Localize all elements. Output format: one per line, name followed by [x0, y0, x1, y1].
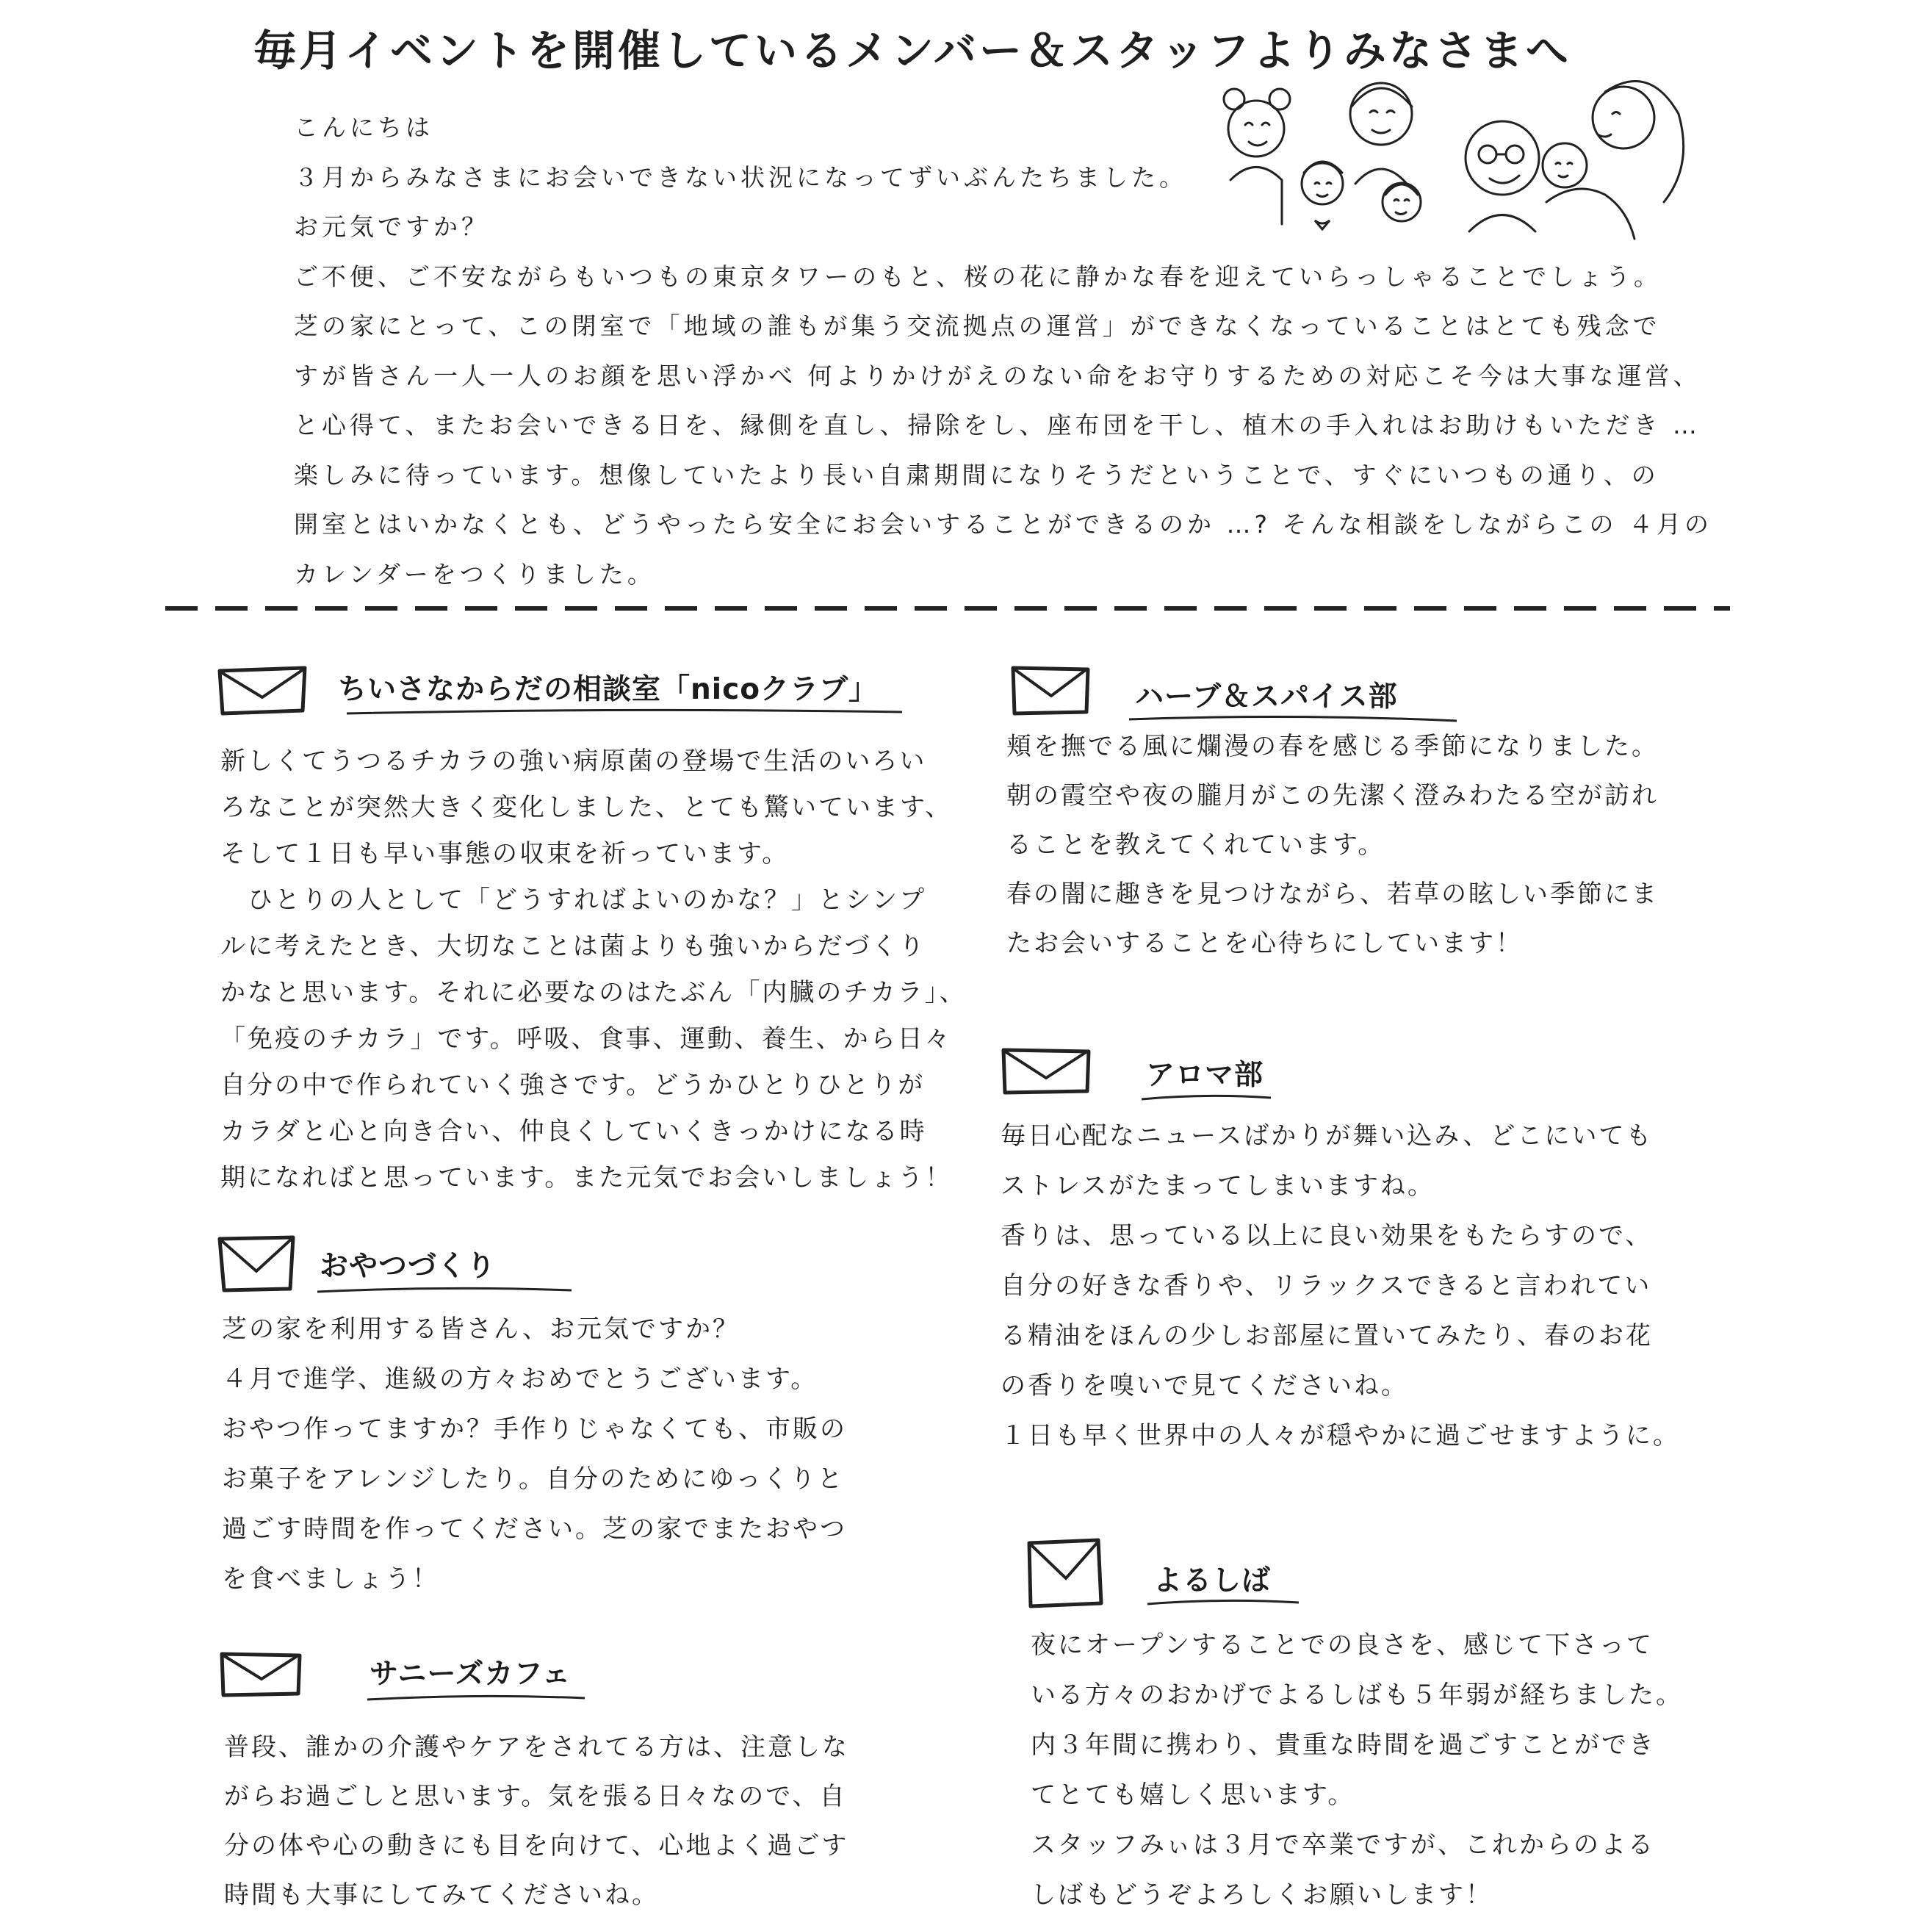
section-body: 夜にオープンすることでの良さを、感じて下さって いる方々のおかげでよるしばも５年弱が経ちました。 内３年間に携わり、貴重な時間を過ごすことができ てとても嬉しく思います。 スタッフみぃは３月で卒業ですが、これからのよる しばもどうぞよろしくお願いします！	[1031, 1630, 1683, 1910]
section-title: おやつづくり	[320, 1250, 497, 1283]
title-underline	[316, 1286, 573, 1295]
intro-line: カレンダーをつくりました。	[294, 559, 655, 589]
envelope-icon	[1025, 1536, 1106, 1609]
intro-line: ご不便、ご不安ながらもいつもの東京タワーのもと、桜の花に静かな春を迎えていらっしゃることでしょう。	[294, 262, 1662, 291]
intro-line: 開室とはいかなくとも、どうやったら安全にお会いすることができるのか …? そんな相談をしながらこの ４月の	[294, 510, 1712, 539]
envelope-icon	[217, 665, 309, 716]
section-title: サニーズカフェ	[370, 1658, 572, 1691]
section-title: アロマ部	[1146, 1059, 1264, 1092]
intro-letter	[294, 103, 1734, 599]
intro-line: 芝の家にとって、この閉室で「地域の誰もが集う交流拠点の運営」ができなくなっていることはとても残念で	[294, 312, 1661, 340]
section-herb-spice	[1006, 665, 1726, 981]
intro-line: 楽しみに待っています。想像していたより長い自粛期間になりそうだということで、すぐにいつもの通り、の	[294, 460, 1659, 489]
section-yorushiba	[1025, 1536, 1730, 1918]
section-body: 新しくてうつるチカラの強い病原菌の登場で生活のいろい ろなことが突然大きく変化しました、とても驚いています、 そして１日も早い事態の収束を祈っています。 ひとりの人として「どうすればよいのかな？」とシンプ ルに考えたとき、大切なことは菌よりも強いからだづくり かなと思います。それに必要なのはたぶん「内臓のチカラ」、 「免疫のチカラ」です。呼吸、食事、運動、養生、から日々 自分の中で作られていく強さです。どうかひとりひとりが カラダと心と向き合い、仲良くしていくきっかけになる時 期になればと思っています。また元気でお会いしましょう！	[220, 747, 967, 1193]
intro-line: すが皆さん一人一人のお顔を思い浮かべ 何よりかけがえのない命をお守りするための対応こそ今は大事な運営、	[294, 361, 1701, 390]
section-title: よるしば	[1153, 1564, 1272, 1597]
section-body: 頬を撫でる風に爛漫の春を感じる季節になりました。 朝の霞空や夜の朧月がこの先潔く澄みわたる空が訪れ ることを教えてくれています。 春の闇に趣きを見つけながら、若草の眩しい季節にま たお会いすることを心待ちにしています！	[1006, 732, 1659, 958]
section-title: ちいさなからだの相談室「nicoクラブ」	[338, 673, 879, 706]
intro-line: と心得て、またお会いできる日を、縁側を直し、掃除をし、座布団を干し、植木の手入れはお助けもいただき …	[294, 411, 1701, 439]
envelope-icon	[217, 1234, 298, 1293]
intro-line: お元気ですか？	[294, 212, 489, 241]
section-body: 普段、誰かの介護やケアをされてる方は、注意しな がらお過ごしと思います。気を張る日々なので、自 分の体や心の動きにも目を向けて、心地よく過ごす 時間も大事にしてみてくださいね。	[224, 1733, 849, 1910]
dashed-divider	[165, 605, 1730, 611]
envelope-icon	[219, 1650, 303, 1698]
section-sunnys-cafe	[219, 1642, 961, 1914]
intro-line: ３月からみなさまにお会いできない状況になってずいぶんたちました。	[294, 162, 1187, 192]
envelope-icon	[1010, 665, 1091, 716]
section-aroma	[1001, 1043, 1728, 1455]
title-underline	[1146, 1598, 1300, 1607]
section-body: 毎日心配なニュースばかりが舞い込み、どこにいても ストレスがたまってしまいますね。 香りは、思っている以上に良い効果をもたらすので、 自分の好きな香りや、リラックスできると言われてい る精油をほんの少しお部屋に置いてみたり、春のお花 の香りを嗅いで見てくださいね。 １日も早く世界中の人々が穏やかに過ごせますように。	[1001, 1121, 1680, 1450]
title-underline	[366, 1694, 586, 1702]
section-body: 芝の家を利用する皆さん、お元気ですか？ ４月で進学、進級の方々おめでとうございます。 おやつ作ってますか？手作りじゃなくても、市販の お菓子をアレンジしたり。自分のためにゆっくりと 過ごす時間を作ってください。芝の家でまたおやつ を食べましょう！	[222, 1315, 847, 1594]
section-oyatsu	[217, 1234, 959, 1617]
section-nico-club	[217, 658, 967, 1216]
section-title: ハーブ＆スパイス部	[1135, 680, 1398, 713]
title-underline	[345, 708, 904, 716]
page-headline: 毎月イベントを開催しているメンバー＆スタッフよりみなさまへ	[253, 26, 1571, 76]
intro-line: こんにちは	[294, 113, 433, 142]
title-underline	[1140, 1093, 1272, 1102]
envelope-icon	[1001, 1047, 1092, 1096]
